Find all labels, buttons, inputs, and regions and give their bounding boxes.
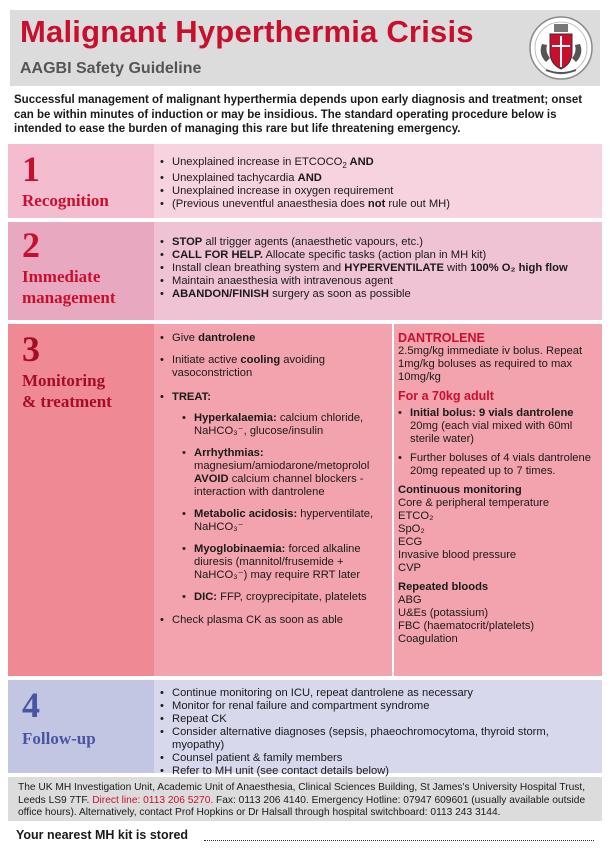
- section-label-monitoring: [8, 324, 154, 676]
- page-title: Malignant Hyperthermia Crisis: [20, 14, 474, 49]
- section-name-line2: management: [22, 288, 116, 307]
- list-item: • Continue monitoring on ICU, repeat dantrolene as necessary: [160, 687, 600, 700]
- continuous-item: ETCO₂: [398, 510, 434, 522]
- list-item: • Give dantrolene: [160, 332, 390, 345]
- list-item: • Unexplained tachycardia AND: [160, 172, 596, 185]
- list-item: • Counsel patient & family members: [160, 752, 600, 765]
- list-item: • Maintain anaesthesia with intravenous agent: [160, 275, 596, 288]
- section-name-line1: Immediate: [22, 267, 101, 286]
- mh-kit-location-blank: [204, 840, 594, 841]
- section-name-line2: & treatment: [22, 392, 112, 411]
- footer-contact: [8, 777, 602, 821]
- section-immediate: [8, 222, 602, 320]
- section-number: 2: [22, 225, 40, 265]
- list-item-note: • (Previous uneventful anaesthesia does not rule out MH): [160, 198, 596, 211]
- dantrolene-dose: 2.5mg/kg immediate iv bolus. Repeat 1mg/kg boluses as required to max 10mg/kg: [398, 345, 583, 383]
- crest-logo: [528, 14, 594, 82]
- repeated-item: ABG: [398, 594, 422, 606]
- treat-item: • Hyperkalaemia: calcium chloride, NaHCO₃⁻, glucose/insulin: [182, 412, 390, 438]
- section-number: 1: [22, 149, 40, 189]
- list-item: • Initial bolus: 9 vials dantrolene 20mg (each vial mixed with 60ml sterile water): [398, 407, 596, 446]
- repeated-title: Repeated bloods: [398, 581, 489, 593]
- section-label-immediate: [8, 222, 154, 320]
- header-banner: [10, 10, 600, 86]
- list-item: • Repeat CK: [160, 713, 600, 726]
- repeated-item: Coagulation: [398, 633, 458, 645]
- section-name-line1: Monitoring: [22, 371, 106, 390]
- section-name: Follow-up: [22, 729, 96, 748]
- list-item: • CALL FOR HELP. Allocate specific tasks (action plan in MH kit): [160, 249, 596, 262]
- footer-text: The UK MH Investigation Unit, Academic Unit of Anaesthesia, Clinical Sciences Building, St James's University Hospital Trust, Leeds LS9 7TF. Direct line: 0113 206 5270. Fax: 0113 206 4140. Emergency Hotline: 07947 609601 (usually available outside office hours). Alternatively, contact Prof Hopkins or Dr Halsall through hospital switchboard: 0113 243 3144.: [18, 782, 586, 818]
- continuous-item: CVP: [398, 562, 422, 574]
- monitoring-left-content: [160, 332, 390, 627]
- section-label-followup: [8, 680, 154, 773]
- list-item: • Check plasma CK as soon as able: [160, 614, 390, 627]
- list-item: • ABANDON/FINISH surgery as soon as possible: [160, 288, 596, 301]
- page-subtitle: AAGBI Safety Guideline: [20, 60, 202, 77]
- immediate-content: [160, 236, 596, 301]
- section-number: 3: [22, 329, 40, 369]
- list-item: • STOP all trigger agents (anaesthetic vapours, etc.): [160, 236, 596, 249]
- section-followup: [8, 680, 602, 777]
- recognition-content: [160, 156, 596, 211]
- column-divider: [392, 324, 394, 676]
- intro-paragraph: Successful management of malignant hyperthermia depends upon early diagnosis and treatment; onset can be within minutes of induction or may be insidious. The standard operating procedure below is intended to ease the burden of managing this rare but life threatening emergency.: [14, 94, 583, 135]
- section-label-recognition: [8, 144, 154, 218]
- dantrolene-title: DANTROLENE: [398, 331, 485, 345]
- monitoring-right-content: [398, 332, 596, 646]
- section-name: Recognition: [22, 191, 109, 210]
- treat-item: • Arrhythmias: magnesium/amiodarone/metoprolol AVOID calcium channel blockers - interaction with dantrolene: [182, 447, 390, 499]
- treat-item: • Myoglobinaemia: forced alkaline diuresis (mannitol/frusemide + NaHCO₃⁻) may require RRT later: [182, 543, 390, 582]
- list-item: • Monitor for renal failure and compartment syndrome: [160, 700, 600, 713]
- adult-title: For a 70kg adult: [398, 389, 494, 403]
- section-recognition: [8, 144, 602, 218]
- treat-item: • Metabolic acidosis: hyperventilate, NaHCO₃⁻: [182, 508, 390, 534]
- repeated-item: FBC (haematocrit/platelets): [398, 620, 535, 632]
- section-monitoring: [8, 324, 602, 676]
- list-item: • Unexplained increase in $ETCOCO_2$ AND: [160, 156, 596, 172]
- continuous-item: ECG: [398, 536, 423, 548]
- mh-kit-location-label: Your nearest MH kit is stored: [16, 828, 189, 842]
- continuous-item: SpO₂: [398, 523, 425, 535]
- list-item: • Refer to MH unit (see contact details below): [160, 765, 600, 778]
- followup-content: [160, 687, 600, 778]
- list-item: • Unexplained increase in oxygen requirement: [160, 185, 596, 198]
- list-item: • Install clean breathing system and HYPERVENTILATE with 100% O₂ high flow: [160, 262, 596, 275]
- section-number: 4: [22, 685, 40, 725]
- direct-line: Direct line: 0113 206 5270.: [92, 794, 214, 806]
- continuous-item: Core & peripheral temperature: [398, 497, 550, 509]
- list-item: • TREAT:: [160, 391, 390, 404]
- repeated-item: U&Es (potassium): [398, 607, 489, 619]
- continuous-item: Invasive blood pressure: [398, 549, 517, 561]
- list-item: • Further boluses of 4 vials dantrolene 20mg repeated up to 7 times.: [398, 452, 596, 478]
- continuous-title: Continuous monitoring: [398, 484, 522, 496]
- list-item: • Consider alternative diagnoses (sepsis, phaeochromocytoma, thyroid storm, myopathy): [160, 726, 600, 752]
- treat-item: • DIC: FFP, croyprecipitate, platelets: [182, 591, 390, 604]
- list-item: • Initiate active cooling avoiding vasoconstriction: [160, 354, 390, 380]
